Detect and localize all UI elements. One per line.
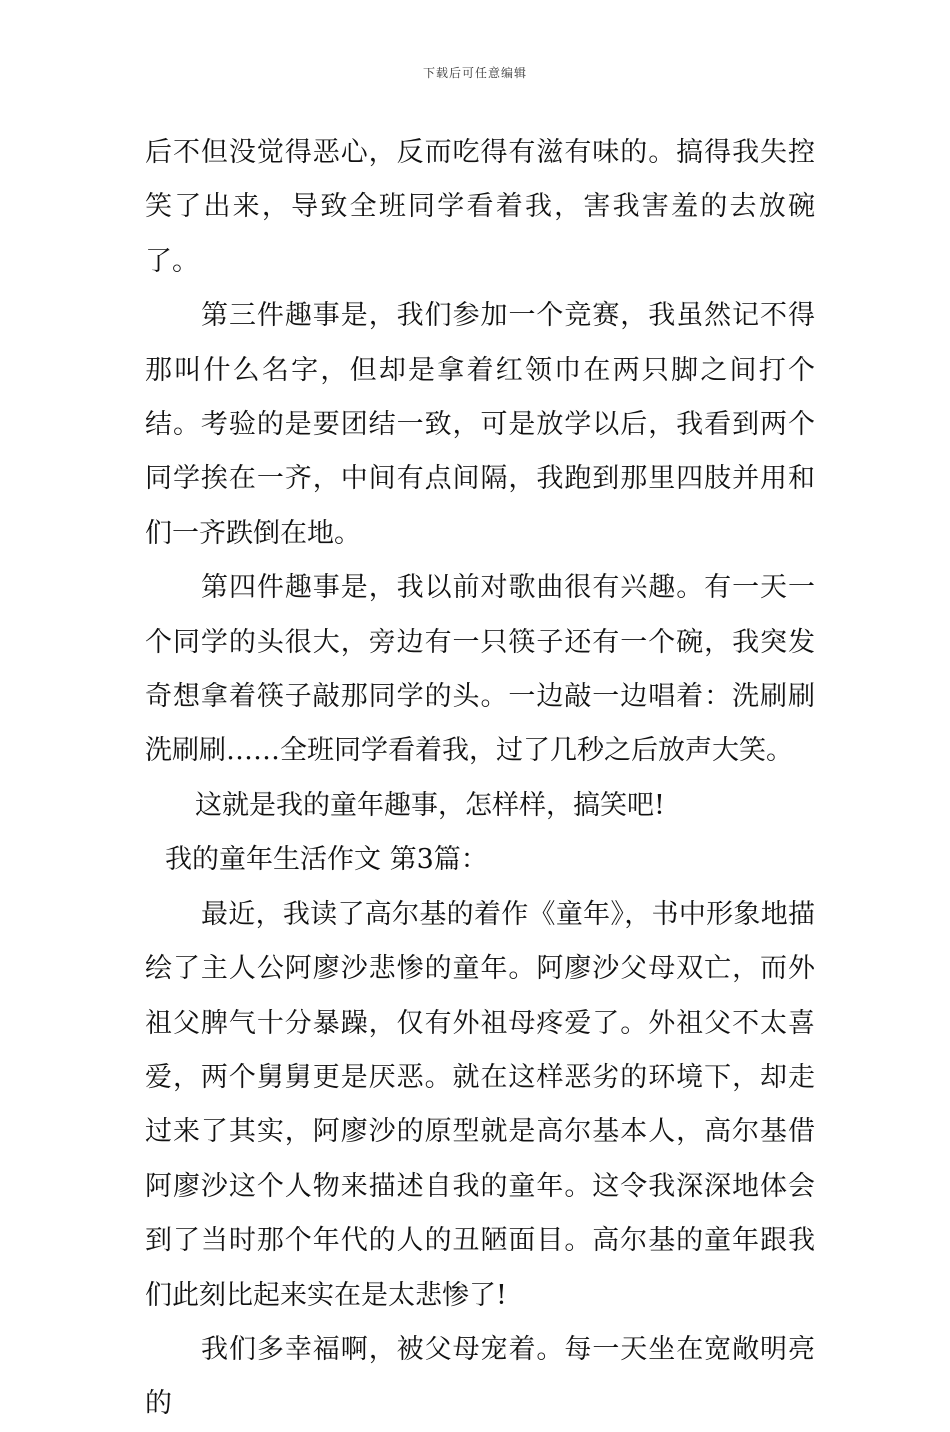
paragraph-conclusion: 这就是我的童年趣事，怎样样，搞笑吧! bbox=[195, 789, 665, 821]
essay-heading: 我的童年生活作文 第3篇： bbox=[165, 844, 488, 876]
document-body bbox=[145, 126, 815, 1432]
paragraph-fourth-anecdote: 第四件趣事是，我以前对歌曲很有兴趣。有一天一个同学的头很大，旁边有一只筷子还有一个碗，我突发奇想拿着筷子敲那同学的头。一边敲一边唱着：洗刷刷洗刷刷……全班同学看着我，过了几秒之后放声大笑。 bbox=[145, 572, 815, 767]
paragraph-continuation: 后不但没觉得恶心，反而吃得有滋有味的。搞得我失控笑了出来，导致全班同学看着我，害我害羞的去放碗了。 bbox=[145, 137, 815, 277]
paragraph-happiness: 我们多幸福啊，被父母宠着。每一天坐在宽敞明亮的 bbox=[145, 1333, 815, 1420]
page-header-note: 下载后可任意编辑 bbox=[422, 66, 527, 80]
paragraph-third-anecdote: 第三件趣事是，我们参加一个竞赛，我虽然记不得那叫什么名字，但却是拿着红领巾在两只脚之间打个结。考验的是要团结一致，可是放学以后，我看到两个同学挨在一齐，中间有点间隔，我跑到那里四肢并用和们一齐跌倒在地。 bbox=[145, 300, 815, 549]
paragraph-childhood-review: 最近，我读了高尔基的着作《童年》，书中形象地描绘了主人公阿廖沙悲惨的童年。阿廖沙父母双亡，而外祖父脾气十分暴躁，仅有外祖母疼爱了。外祖父不太喜爱，两个舅舅更是厌恶。就在这样恶劣的环境下，却走过来了其实，阿廖沙的原型就是高尔基本人，高尔基借阿廖沙这个人物来描述自我的童年。这令我深深地体会到了当时那个年代的人的丑陋面目。高尔基的童年跟我们此刻比起来实在是太悲惨了! bbox=[145, 898, 815, 1311]
